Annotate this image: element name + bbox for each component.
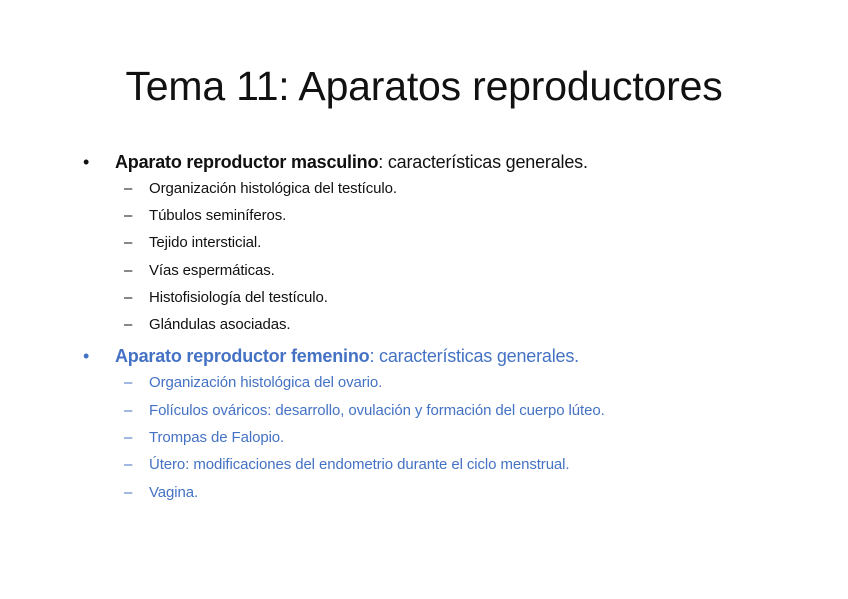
sub-item (124, 428, 285, 448)
sub-item (124, 206, 287, 226)
sub-item-label: Trompas de Falopio. (149, 429, 285, 446)
sub-item (124, 455, 570, 475)
sub-item-label: Glándulas asociadas. (149, 316, 291, 333)
dash-marker: – (124, 207, 133, 224)
sub-item-label: Folículos ováricos: desarrollo, ovulación y formación del cuerpo lúteo. (149, 402, 605, 419)
bullet-female-heading (83, 344, 579, 368)
sub-item-label: Túbulos seminíferos. (149, 207, 287, 224)
dash-marker: – (124, 234, 133, 251)
sub-item-label: Organización histológica del ovario. (149, 374, 383, 391)
heading-bold: Aparato reproductor masculino (115, 152, 379, 172)
sub-item-label: Histofisiología del testículo. (149, 289, 328, 306)
sub-item (124, 179, 397, 199)
sub-item (124, 315, 291, 335)
heading-rest: : características generales. (369, 346, 579, 366)
slide-title: Tema 11: Aparatos reproductores (125, 63, 723, 109)
sub-item (124, 233, 262, 253)
sub-item (124, 288, 328, 308)
sub-item-label: Organización histológica del testículo. (149, 180, 397, 197)
dash-marker: – (124, 456, 133, 473)
sub-item-label: Útero: modificaciones del endometrio durante el ciclo menstrual. (149, 456, 570, 473)
bullet-marker: • (83, 152, 90, 172)
sub-item-label: Vías espermáticas. (149, 262, 275, 279)
sub-item-label: Vagina. (149, 484, 199, 501)
heading-rest: : características generales. (378, 152, 588, 172)
dash-marker: – (124, 316, 133, 333)
dash-marker: – (124, 289, 133, 306)
dash-marker: – (124, 180, 133, 197)
dash-marker: – (124, 402, 133, 419)
bullet-marker: • (83, 346, 90, 366)
heading-bold: Aparato reproductor femenino (115, 346, 370, 366)
sub-item (124, 373, 383, 393)
sub-item (124, 261, 275, 281)
sub-item-label: Tejido intersticial. (149, 234, 262, 251)
dash-marker: – (124, 429, 133, 446)
dash-marker: – (124, 484, 133, 501)
dash-marker: – (124, 262, 133, 279)
sub-item (124, 483, 199, 503)
dash-marker: – (124, 374, 133, 391)
bullet-male-heading (83, 150, 588, 174)
sub-item (124, 401, 605, 421)
